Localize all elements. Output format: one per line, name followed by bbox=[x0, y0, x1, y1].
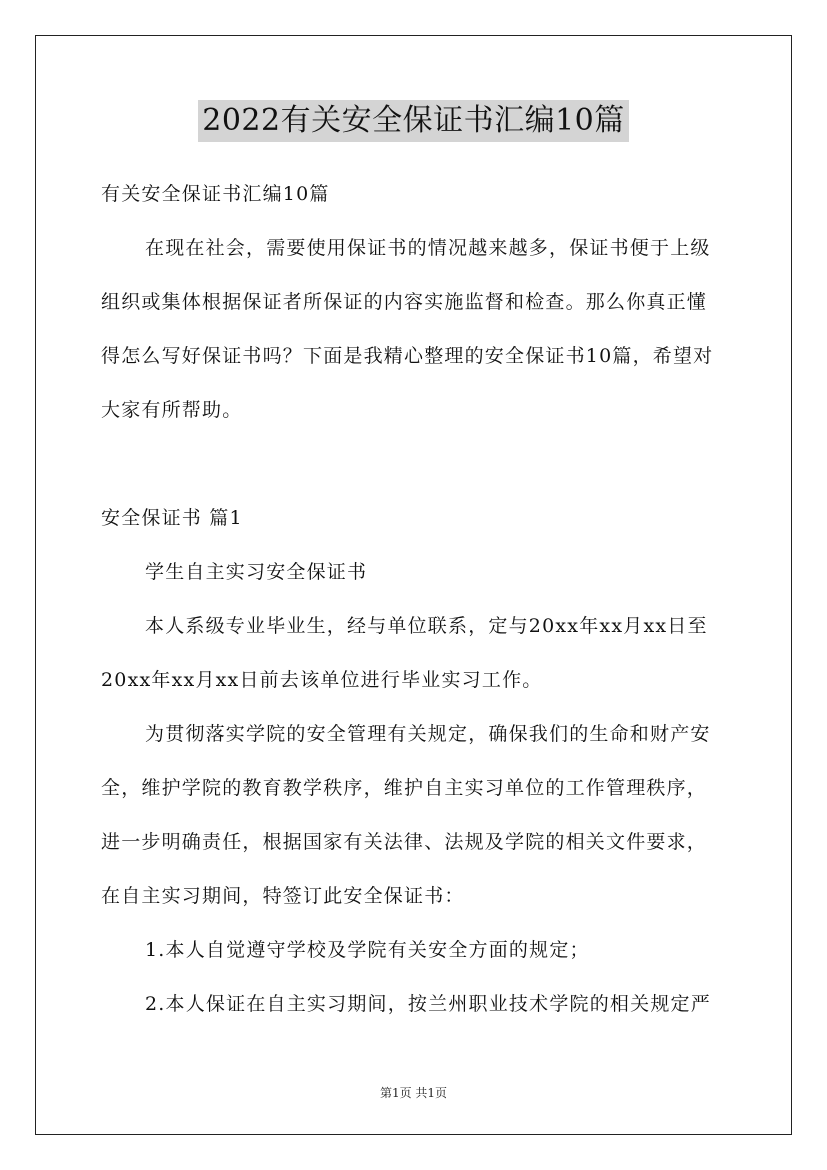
section-heading: 安全保证书 篇1 bbox=[101, 507, 243, 529]
para2-line-2: 全，维护学院的教育教学秩序，维护自主实习单位的工作管理秩序， bbox=[101, 777, 708, 799]
intro-line-3: 得怎么写好保证书吗？下面是我精心整理的安全保证书10篇，希望对 bbox=[101, 345, 714, 367]
title-container bbox=[0, 100, 827, 142]
document-title: 2022有关安全保证书汇编10篇 bbox=[198, 100, 629, 142]
para1-line-2: 20xx年xx月xx日前去该单位进行毕业实习工作。 bbox=[101, 669, 543, 691]
para2-line-1: 为贯彻落实学院的安全管理有关规定，确保我们的生命和财产安 bbox=[145, 723, 711, 745]
para2-line-3: 进一步明确责任，根据国家有关法律、法规及学院的相关文件要求， bbox=[101, 831, 708, 853]
intro-line-2: 组织或集体根据保证者所保证的内容实施监督和检查。那么你真正懂 bbox=[101, 291, 708, 313]
doc-title: 学生自主实习安全保证书 bbox=[145, 561, 368, 583]
para1-line-1: 本人系级专业毕业生，经与单位联系，定与20xx年xx月xx日至 bbox=[145, 615, 708, 637]
page-footer: 第1页 共1页 bbox=[379, 1086, 448, 1100]
list-item-2: 2.本人保证在自主实习期间，按兰州职业技术学院的相关规定严 bbox=[145, 993, 711, 1015]
list-item-1: 1.本人自觉遵守学校及学院有关安全方面的规定； bbox=[145, 939, 590, 961]
intro-line-4: 大家有所帮助。 bbox=[101, 399, 243, 421]
intro-line-1: 在现在社会，需要使用保证书的情况越来越多，保证书便于上级 bbox=[145, 237, 711, 259]
para2-line-4: 在自主实习期间，特签订此安全保证书： bbox=[101, 885, 465, 907]
subtitle: 有关安全保证书汇编10篇 bbox=[101, 183, 330, 205]
